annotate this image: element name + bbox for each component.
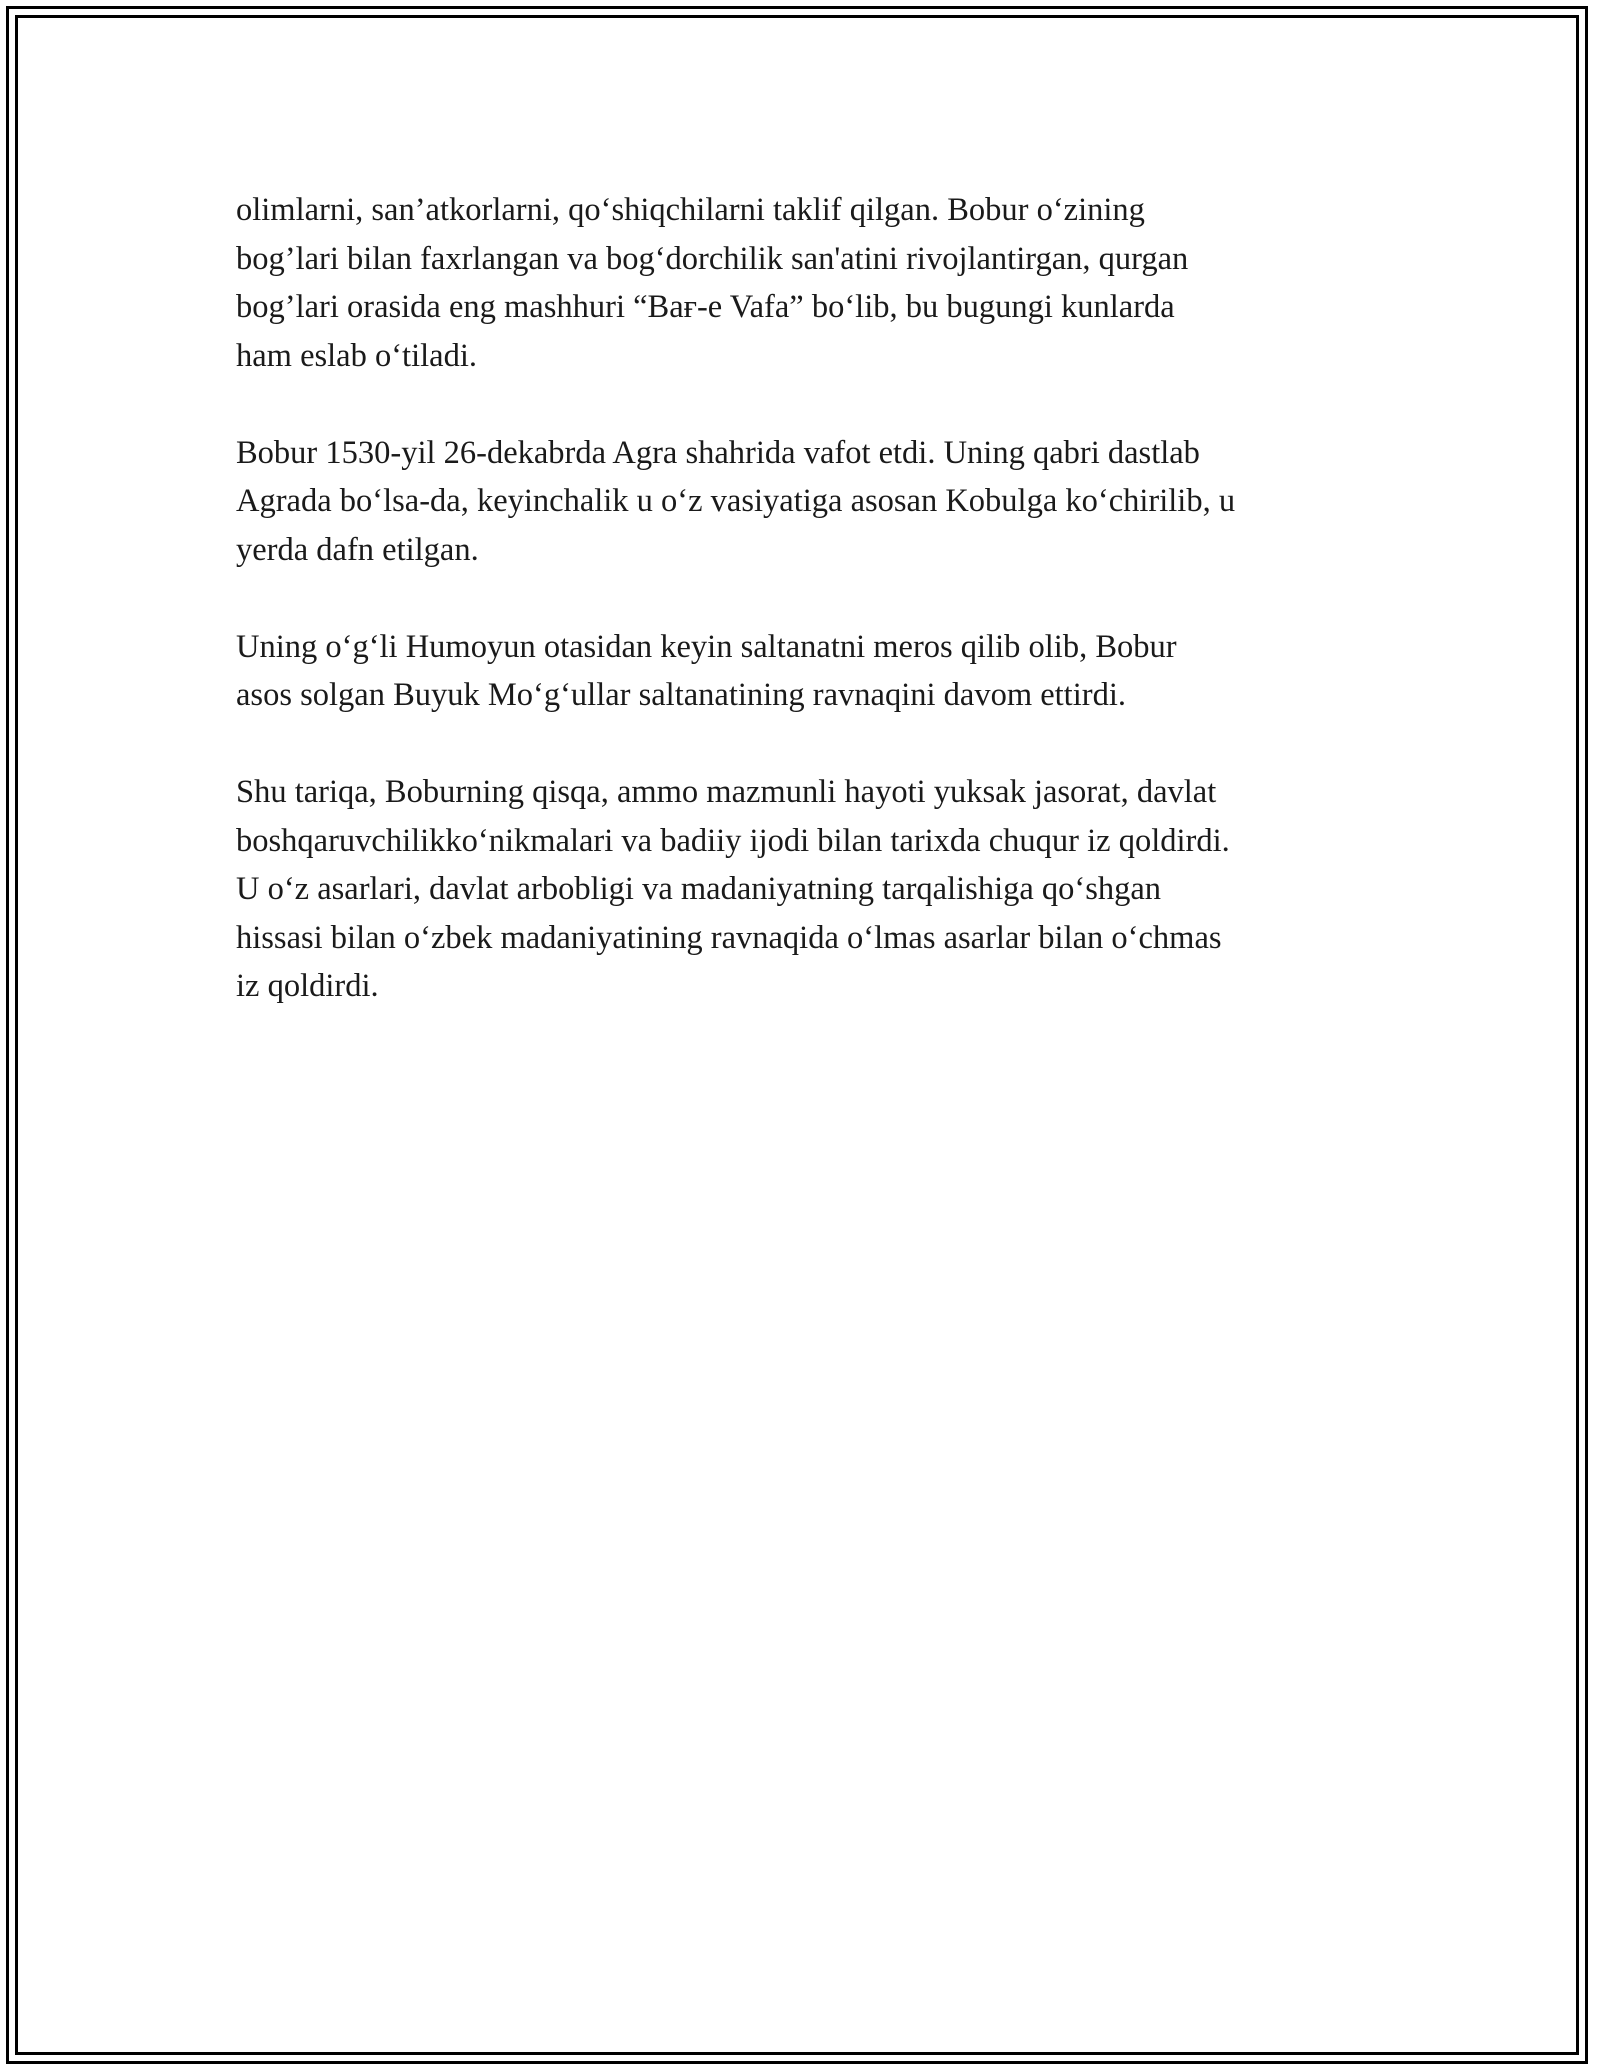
- paragraph-1: olimlarni, san’atkorlarni, qo‘shiqchilarni taklif qilgan. Bobur o‘zining bog’lari bilan faxrlangan va bog‘dorchilik san'atini rivojlantirgan, qurgan bog’lari orasida eng mashhuri “Baғ-e Vafa” bo‘lib, bu bugungi kunlarda ham eslab o‘tiladi.: [236, 192, 1189, 374]
- paragraph-4: Shu tariqa, Boburning qisqa, ammo mazmunli hayoti yuksak jasorat, davlat boshqaruvchilikko‘nikmalari va badiiy ijodi bilan tarixda chuqur iz qoldirdi. U o‘z asarlari, davlat arbobligi va madaniyatning tarqalishiga qo‘shgan hissasi bilan o‘zbek madaniyatining ravnaqida o‘lmas asarlar bilan o‘chmas iz qoldirdi.: [236, 774, 1230, 1004]
- paragraph-3: Uning o‘g‘li Humoyun otasidan keyin saltanatni meros qilib olib, Bobur asos solgan Buyuk Mo‘g‘ullar saltanatining ravnaqini davom ettirdi.: [236, 628, 1177, 713]
- document-body: [236, 186, 1386, 1059]
- paragraph-2: Bobur 1530-yil 26-dekabrda Agra shahrida vafot etdi. Uning qabri dastlab Agrada bo‘lsa-da, keyinchalik u o‘z vasiyatiga asosan Kobulga ko‘chirilib, u yerda dafn etilgan.: [236, 434, 1236, 568]
